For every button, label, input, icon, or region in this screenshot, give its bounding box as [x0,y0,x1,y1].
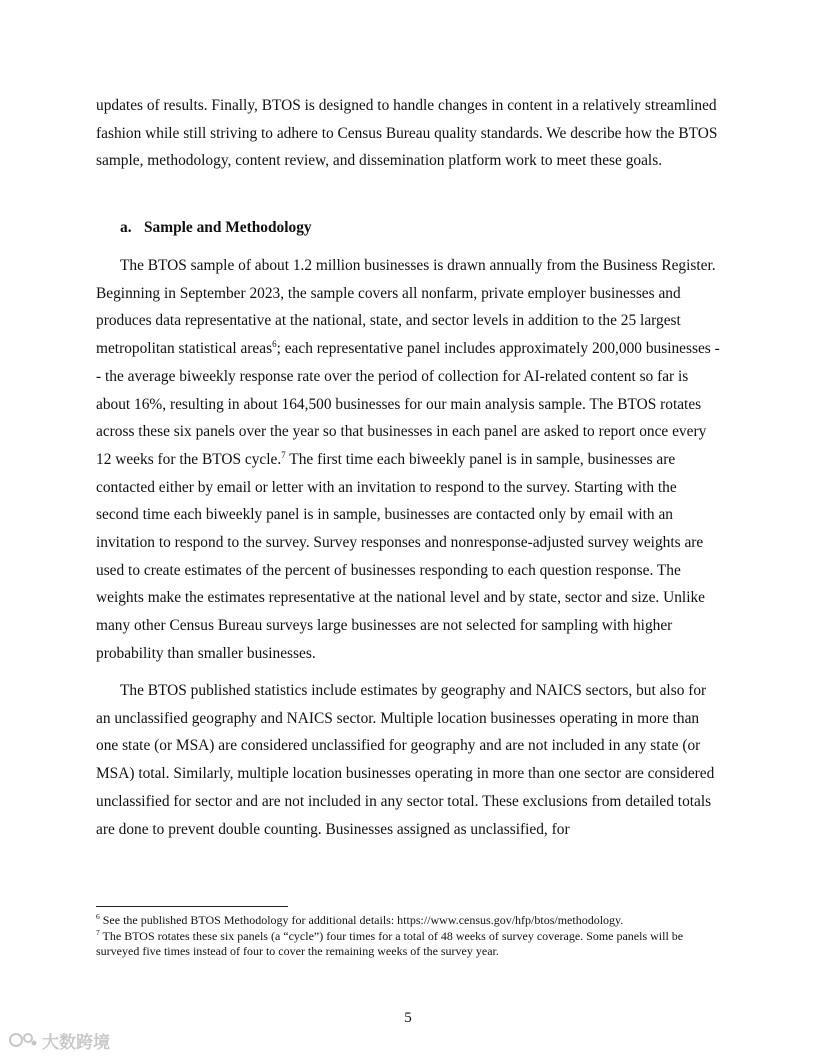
watermark-text: 大数跨境 [42,1032,110,1053]
footnote-separator [96,906,288,907]
footnote-7 [96,929,720,960]
watermark-logo-icon [8,1030,38,1050]
sample-text-part2: ; each representative panel includes approximately 200,000 businesses -- the average biweekly response rate over the period of collection for AI-related content so far is about 16%, resulting in about 164,500 businesses for our main analysis sample. The BTOS rotates across these six panels over the year so that businesses in each panel are asked to report once every 12 weeks for the BTOS cycle. [96,340,720,468]
footnote-marker: 7 [96,927,100,937]
section-number: a. [120,219,132,236]
footnote-ref-6[interactable]: 6 [272,338,277,349]
footnote-6 [96,913,720,929]
intro-paragraph: updates of results. Finally, BTOS is designed to handle changes in content in a relatively streamlined fashion while still striving to adhere to Census Bureau quality standards. We describe how the BTOS sample, methodology, content review, and dissemination platform work to meet these goals. [96,97,718,170]
footnotes [96,913,720,960]
footnote-text: The BTOS rotates these six panels (a “cycle”) four times for a total of 48 weeks of survey coverage. Some panels will be surveyed five times instead of four to cover the remaining weeks of the survey year. [96,928,684,958]
section-title: Sample and Methodology [144,219,312,236]
footnote-text: See the published BTOS Methodology for additional details: https://www.census.gov/hfp/btos/methodology. [99,913,624,927]
sample-text-part3: The first time each biweekly panel is in sample, businesses are contacted either by email or letter with an invitation to respond to the survey. Starting with the second time each biweekly panel is in sample, businesses are contacted only by email with an invitation to respond to the survey. Survey responses and nonresponse-adjusted survey weights are used to create estimates of the percent of businesses responding to each question response. The weights make the estimates representative at the national level and by state, sector and size. Unlike many other Census Bureau surveys large businesses are not selected for sampling with higher probability than smaller businesses. [96,450,705,662]
published-statistics-paragraph: The BTOS published statistics include estimates by geography and NAICS sectors, but also for an unclassified geography and NAICS sector. Multiple location businesses operating in more than one state (or MSA) are considered unclassified for geography and are not included in any state (or MSA) total. Similarly, multiple location businesses operating in more than one sector are considered unclassified for sector and are not included in any sector total. These exclusions from detailed totals are done to prevent double counting. Businesses assigned as unclassified, for [96,682,715,838]
footnote-ref-7[interactable]: 7 [281,449,286,460]
section-heading [96,214,720,242]
sample-text-part1: The BTOS sample of about 1.2 million businesses is drawn annually from the Business Register. Beginning in September 2023, the sample covers all nonfarm, private employer businesses and produces data representative at the national, state, and sector levels in addition to the 25 largest metropolitan statistical areas [96,257,716,358]
watermark [8,1027,110,1053]
page-number: 5 [404,1010,412,1026]
footnote-marker: 6 [96,912,100,921]
sample-methodology-paragraph [96,252,720,668]
